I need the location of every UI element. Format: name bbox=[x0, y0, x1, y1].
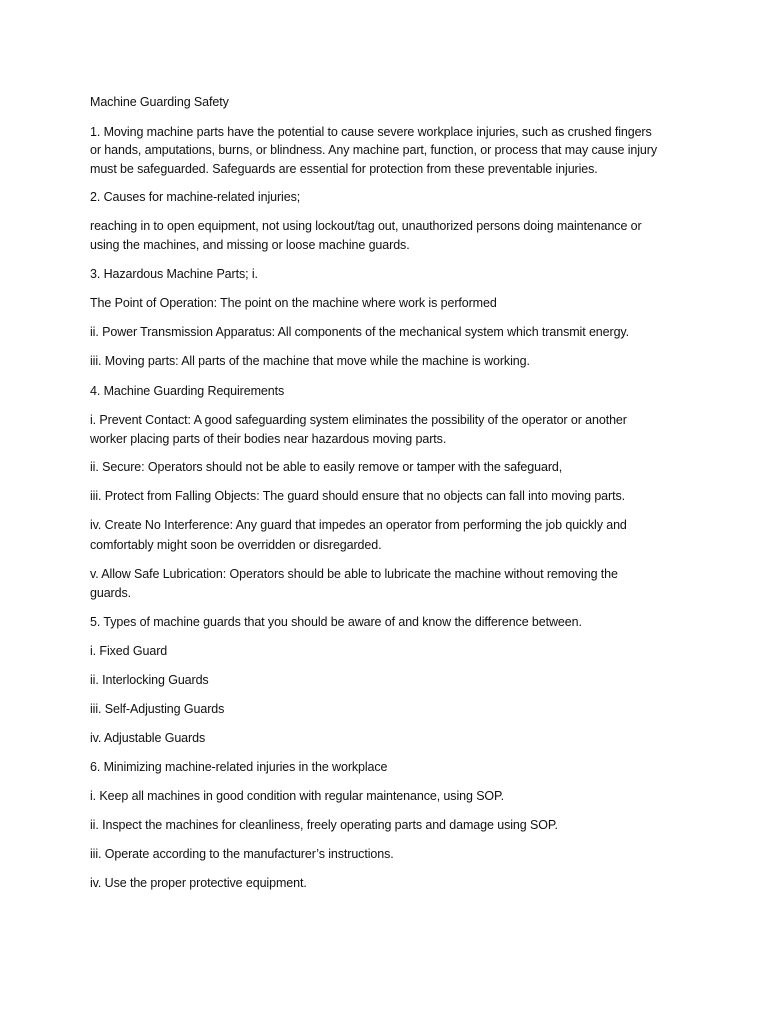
section-2-text-line: using the machines, and missing or loose machine guards. bbox=[90, 238, 410, 252]
section-6-heading: 6. Minimizing machine-related injuries in the workplace bbox=[90, 760, 388, 774]
section-3-list-item: The Point of Operation: The point on the machine where work is performed bbox=[90, 296, 497, 310]
section-4-list-item: comfortably might soon be overridden or disregarded. bbox=[90, 538, 382, 552]
section-1-text-line: 1. Moving machine parts have the potential to cause severe workplace injuries, such as crushed fingers bbox=[90, 125, 652, 139]
section-5-list-item: ii. Interlocking Guards bbox=[90, 673, 209, 687]
section-3-list-item: iii. Moving parts: All parts of the machine that move while the machine is working. bbox=[90, 354, 530, 368]
section-3-heading: 3. Hazardous Machine Parts; i. bbox=[90, 267, 258, 281]
section-5-list-item: iii. Self-Adjusting Guards bbox=[90, 702, 225, 716]
section-5-list-item: i. Fixed Guard bbox=[90, 644, 168, 658]
section-6-list-item: iii. Operate according to the manufacturer’s instructions. bbox=[90, 847, 394, 861]
section-4-list-item: i. Prevent Contact: A good safeguarding system eliminates the possibility of the operator or another bbox=[90, 413, 627, 427]
section-5-list-item: iv. Adjustable Guards bbox=[90, 731, 206, 745]
section-5-heading: 5. Types of machine guards that you should be aware of and know the difference between. bbox=[90, 615, 582, 629]
section-4-list-item: worker placing parts of their bodies near hazardous moving parts. bbox=[90, 432, 447, 446]
section-3-list-item: ii. Power Transmission Apparatus: All components of the mechanical system which transmit energy. bbox=[90, 325, 630, 339]
section-1-text-line: or hands, amputations, burns, or blindness. Any machine part, function, or process that may cause injury bbox=[90, 143, 657, 157]
section-4-list-item: iv. Create No Interference: Any guard that impedes an operator from performing the job quickly and bbox=[90, 518, 627, 532]
section-2-text-line: reaching in to open equipment, not using lockout/tag out, unauthorized persons doing maintenance or bbox=[90, 219, 642, 233]
section-4-list-item: guards. bbox=[90, 586, 131, 600]
section-6-list-item: ii. Inspect the machines for cleanliness, freely operating parts and damage using SOP. bbox=[90, 818, 558, 832]
section-2-heading: 2. Causes for machine-related injuries; bbox=[90, 190, 301, 204]
section-4-heading: 4. Machine Guarding Requirements bbox=[90, 384, 285, 398]
document-title: Machine Guarding Safety bbox=[90, 95, 229, 109]
section-4-list-item: ii. Secure: Operators should not be able to easily remove or tamper with the safeguard, bbox=[90, 460, 563, 474]
section-4-list-item: v. Allow Safe Lubrication: Operators should be able to lubricate the machine without removing the bbox=[90, 567, 618, 581]
section-1-text-line: must be safeguarded. Safeguards are essential for protection from these preventable injuries. bbox=[90, 162, 598, 176]
section-6-list-item: iv. Use the proper protective equipment. bbox=[90, 876, 307, 890]
section-6-list-item: i. Keep all machines in good condition with regular maintenance, using SOP. bbox=[90, 789, 505, 803]
section-4-list-item: iii. Protect from Falling Objects: The guard should ensure that no objects can fall into moving parts. bbox=[90, 489, 625, 503]
